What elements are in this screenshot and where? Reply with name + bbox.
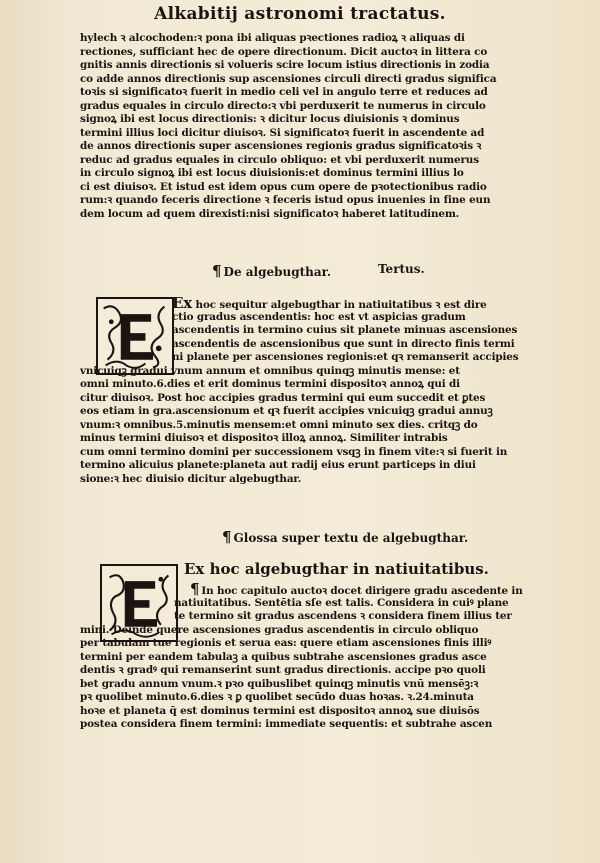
text-line: dem locum ad quem direxisti:nisi significatoꝛ haberet latitudinem. (80, 207, 460, 220)
text-line: rectiones, sufficiant hec de opere directionum. Dicit auctoꝛ in littera co (80, 45, 488, 58)
text-line: gnitis annis directionis si volueris scire locum istius directionis in zodia (80, 59, 490, 71)
text-line: postea considera finem termini: immediate sequentis: et subtrahe ascen (80, 718, 493, 730)
text-line: rum:ꝛ quando feceris directione ꝛ feceris istud opus inuenies in fine eun (80, 194, 491, 206)
text-line: ni planete per ascensiones regionis:et qꝛ remanserit accipies (172, 351, 519, 363)
text-line: vnicuiqꝫ gradui vnum annum et omnibus quinqꝫ minutis mense: et (80, 364, 460, 377)
text-block-3 (80, 583, 580, 732)
text-line: vnum:ꝛ omnibus.5.minutis mensem:et omni minuto sex dies. critqꝫ do (80, 418, 478, 431)
text-line: ascendentis in termino cuius sit planete minuas ascensiones (172, 324, 518, 336)
text-line: reduc ad gradus equales in circulo obliquo: et vbi perduxerit numerus (80, 153, 479, 166)
section-label-text: Tertus. (378, 262, 425, 276)
text-line: hoꝛe et planeta q̄ est dominus termini est dispositoꝛ annoꝝ sue diuisōs (80, 704, 480, 717)
text-line: in circulo signoꝝ ibi est locus diuisionis:et dominus termini illius lo (80, 167, 464, 179)
text-line: de annos directionis super ascensiones regionis gradus significatoꝛis ꝛ (80, 140, 482, 152)
pilcrow-icon: ¶ (222, 528, 232, 546)
text-line: toꝛis si significatoꝛ fuerit in medio celi vel in angulo terre et reduces ad (80, 86, 488, 98)
running-header: Alkabitij astronomi tractatus. (154, 4, 446, 24)
glossa-heading (222, 528, 468, 546)
text-line: termini illius loci dicitur diuisoꝛ. Si significatoꝛ fuerit in ascendente ad (80, 126, 485, 139)
text-line: ascendentis de ascensionibus que sunt in directo finis termi (172, 337, 515, 350)
section-heading-text: De algebugthar. (223, 265, 332, 279)
pilcrow-icon: ¶ (212, 262, 222, 280)
text-line: termino alicuius planete:planeta aut radij eius erunt particeps in diui (80, 459, 476, 471)
text-line: mini. Deinde quere ascensiones gradus ascendentis in circulo obliquo (80, 623, 479, 636)
section-heading-algebugthar (212, 262, 331, 280)
text-line: termini per eandem tabulaꝫ a quibus subtrahe ascensiones gradus asce (80, 650, 487, 663)
text-line: pꝛ quolibet minuto.6.dies ꝛ ꝑ quolibet secūdo duas hoꝛas. ꝛ.24.minuta (80, 691, 474, 703)
text-line: gradus equales in circulo directo:ꝛ vbi perduxerit te numerus in circulo (80, 99, 486, 112)
text-line: citur diuisoꝛ. Post hoc accipies gradus termini qui eum succedit et ꝑtes (80, 391, 486, 404)
text-line: signoꝝ ibi est locus directionis: ꝛ dicitur locus diuisionis ꝛ dominus (80, 113, 460, 125)
lead-in-word: Ex (172, 297, 193, 311)
text-line: te termino sit gradus ascendens ꝛ considera finem illius ter (174, 610, 512, 622)
text-line: hylech ꝛ alcochoden:ꝛ pona ibi aliquas pꝛectiones radioꝝ ꝛ aliquas di (80, 32, 465, 44)
text-line: eos etiam in gra.ascensionum et qꝛ fuerit accipies vnicuiqꝫ gradui annuꝫ (80, 405, 493, 417)
text-block-1 (80, 32, 580, 221)
text-line-lead (80, 297, 580, 311)
text-line-content: In hoc capitulo auctoꝛ docet dirigere gradu ascedente in (201, 585, 523, 597)
text-block-2 (80, 297, 580, 486)
text-line (80, 583, 580, 597)
text-line: co adde annos directionis sup ascensiones circuli directi gradus significa (80, 72, 497, 85)
lead-in-continuation: hoc sequitur algebugthar in natiuitatibus ꝛ est dire (195, 299, 487, 311)
text-line: omni minuto.6.dies et erit dominus termini dispositoꝛ annoꝝ qui di (80, 378, 460, 390)
text-line: natiuitatibus. Sentētia sſe est talis. Considera in cuiꝰ plane (174, 596, 509, 609)
pilcrow-icon: ¶ (190, 583, 200, 597)
section3-heading: Ex hoc algebugthar in natiuitatibus. (184, 560, 489, 578)
glossa-heading-text: Glossa super textu de algebugthar. (233, 531, 469, 545)
text-line: dentis ꝛ gradꝰ qui remanserint sunt gradus directionis. accipe pꝛo quoli (80, 664, 486, 676)
text-line: cum omni termino domini per successionem vsqꝫ in finem vite:ꝛ si fuerit in (80, 445, 508, 458)
text-line: per tabulam tue regionis et serua eas: quere etiam ascensiones finis illiꝰ (80, 637, 492, 649)
text-line: ci est diuisoꝛ. Et istud est idem opus cum opere de pꝛotectionibus radio (80, 180, 487, 193)
text-line: ctio gradus ascendentis: hoc est vt aspicias gradum (172, 310, 466, 323)
text-line: minus termini diuisoꝛ et dispositoꝛ illoꝝ annoꝝ. Similiter intrabis (80, 432, 448, 444)
text-line: sione:ꝛ hec diuisio dicitur algebugthar. (80, 472, 302, 485)
text-line: bet gradu annum vnum.ꝛ pꝛo quibuslibet quinqꝫ minutis vnū mensēꝫ:ꝛ (80, 677, 479, 690)
